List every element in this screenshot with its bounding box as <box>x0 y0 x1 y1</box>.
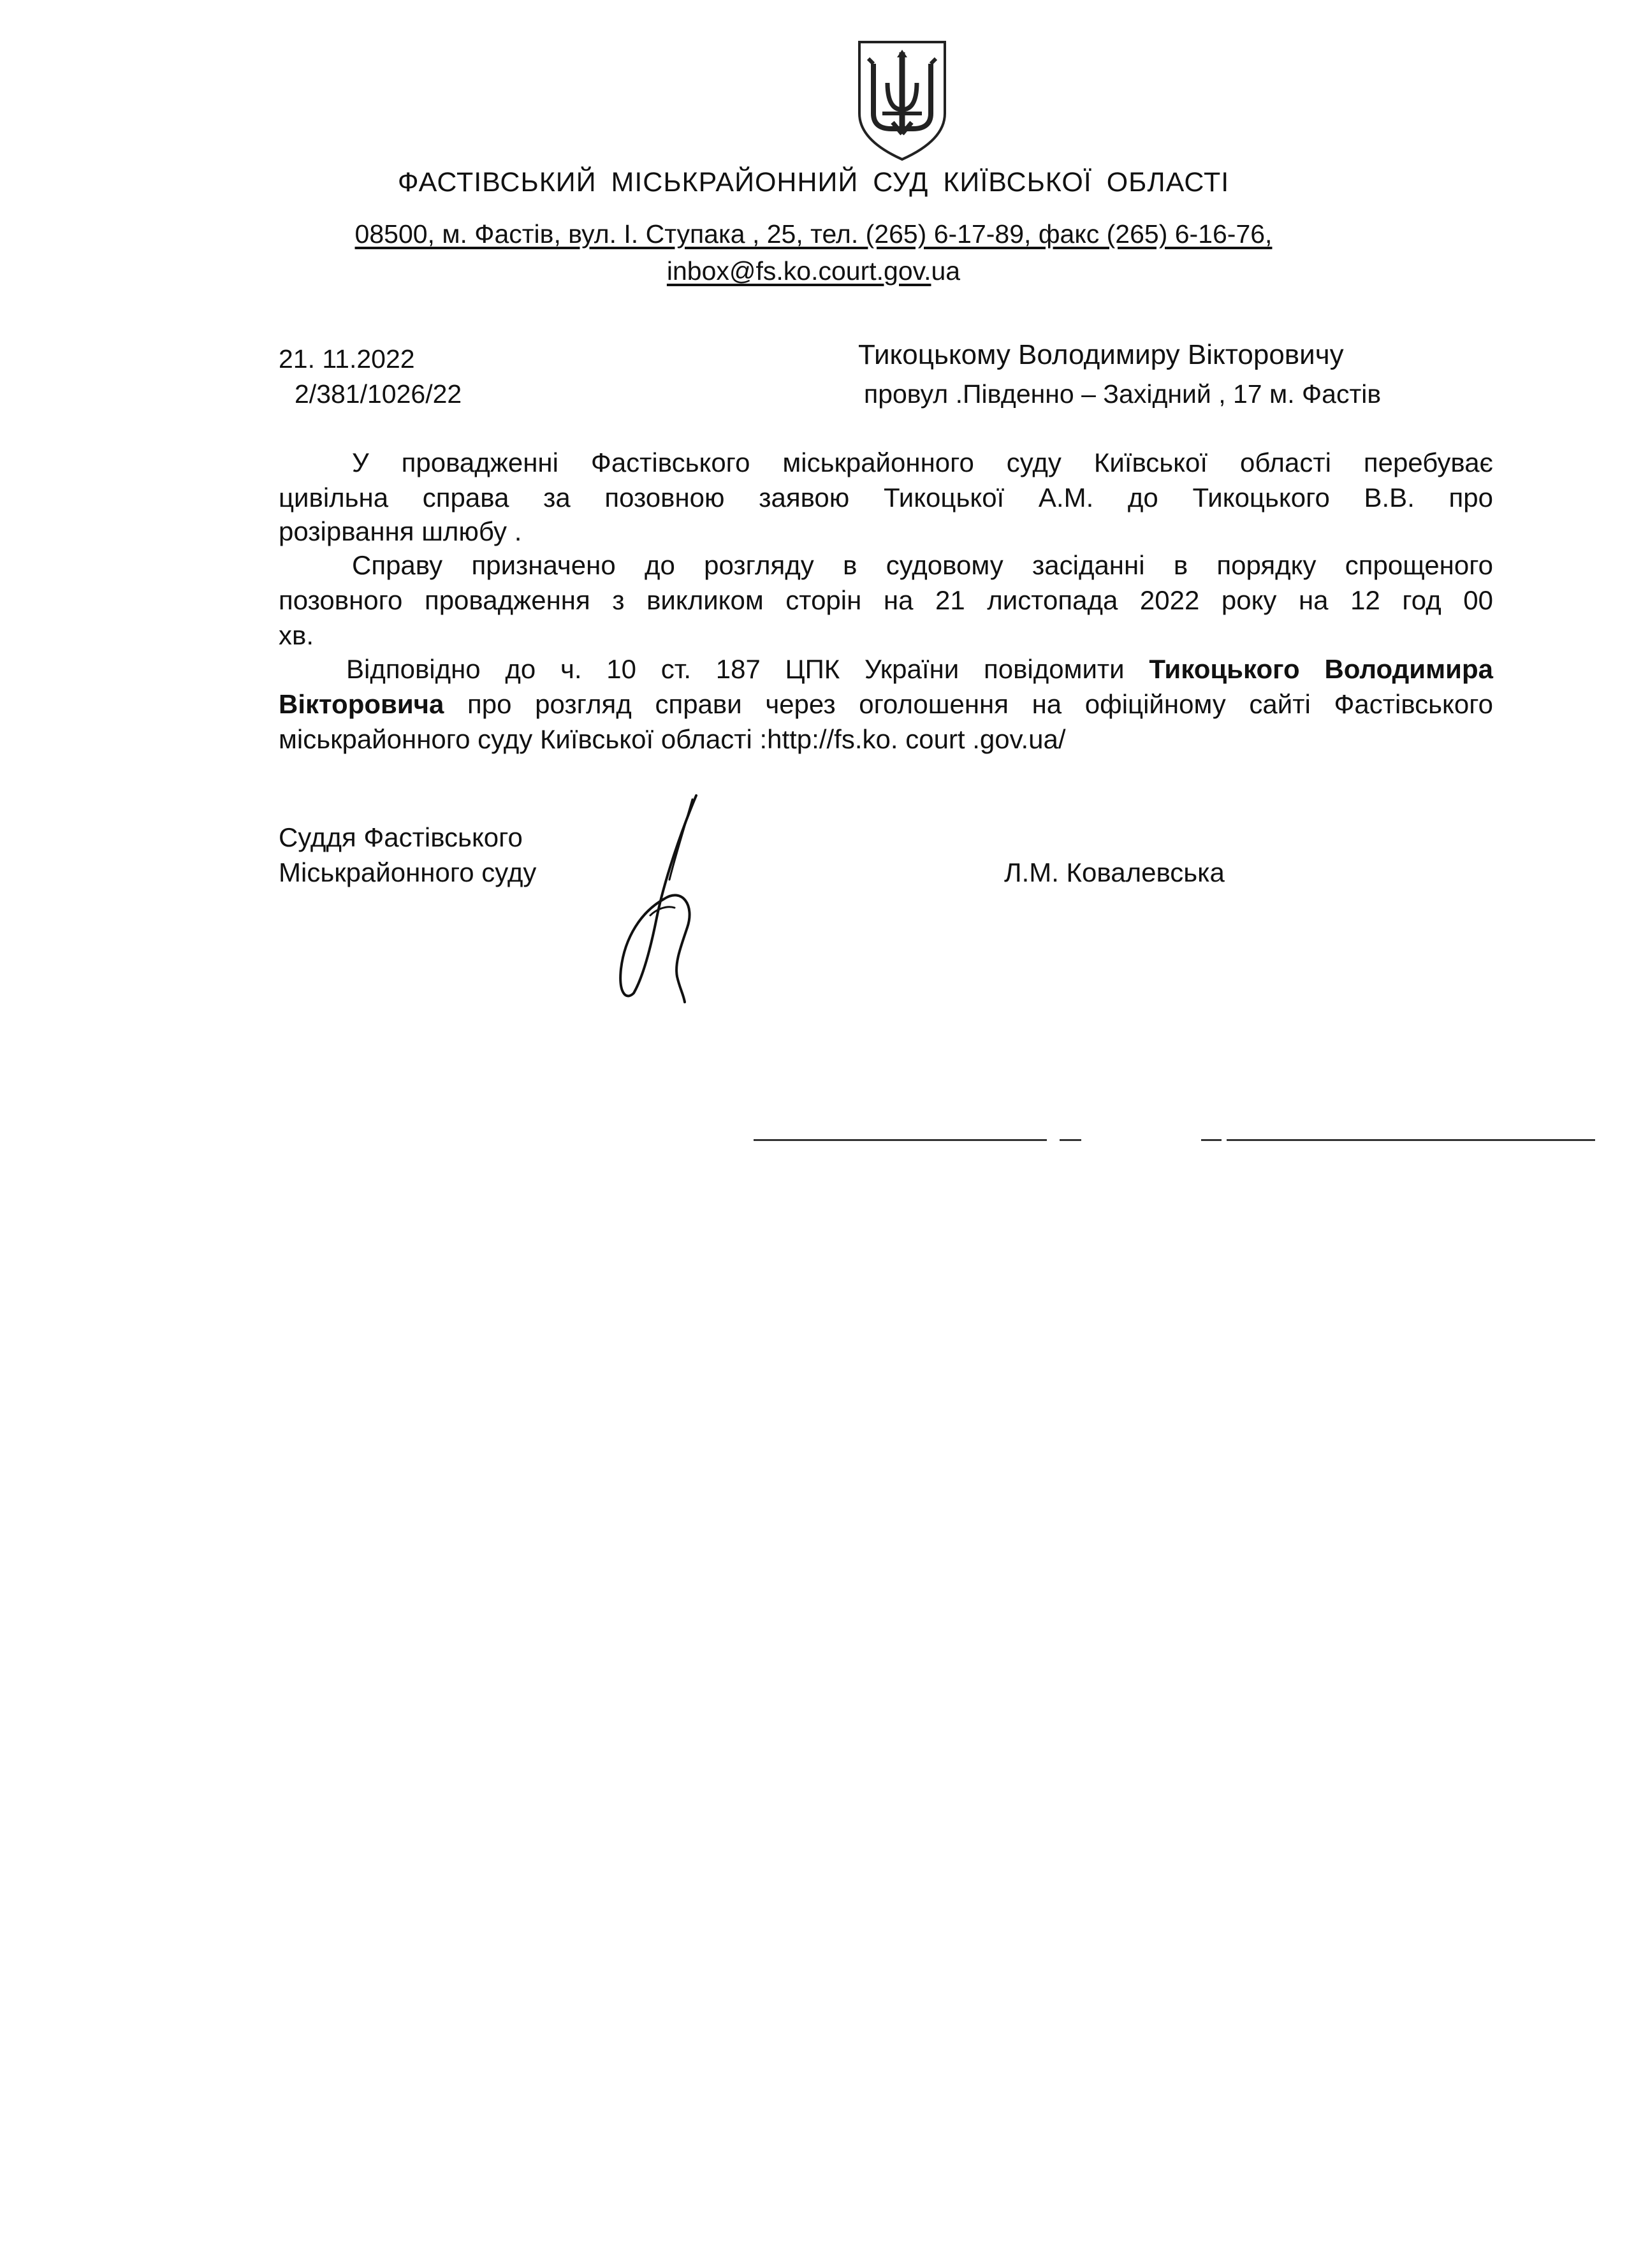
paragraph-1-line-1: У провадженні Фастівського міськрайонного суду Київської області перебуває <box>352 447 1493 477</box>
paragraph-3-line-2 <box>279 689 1493 720</box>
judge-role-line-1: Суддя Фастівського <box>279 822 523 852</box>
recipient-address: провул .Південно – Західний , 17 м. Фастів <box>864 379 1382 409</box>
judge-role-line-2: Міськрайонного суду <box>279 857 537 887</box>
address-line: 08500, м. Фастів, вул. І. Ступака , 25, тел. (265) 6-17-89, факс (265) 6-16-76, <box>354 219 1273 249</box>
recipient-name: Тикоцькому Володимиру Вікторовичу <box>858 339 1344 370</box>
court-name: ФАСТІВСЬКИЙ МІСЬКРАЙОННИЙ СУД КИЇВСЬКОЇ ОБЛАСТІ <box>397 167 1230 198</box>
paragraph-2-line-2: позовного провадження з викликом сторін на 21 листопада 2022 року на 12 год 00 <box>279 585 1493 615</box>
divider-line <box>1060 1139 1081 1141</box>
paragraph-2-line-1: Справу призначено до розгляду в судовому засіданні в порядку спрощеного <box>352 550 1493 580</box>
email-tld: ua <box>931 256 961 286</box>
divider-line <box>754 1139 1047 1141</box>
paragraph-3-line-2-text: про розгляд справи через оголошення на офіційному сайті Фастівського <box>467 689 1493 719</box>
email-user: inbox@fs.ko.court.gov. <box>666 256 931 286</box>
divider-line <box>1227 1139 1595 1141</box>
court-address <box>0 219 1627 249</box>
paragraph-3-line-1 <box>346 654 1493 685</box>
paragraph-1-line-3: розірвання шлюбу . <box>279 516 522 546</box>
divider-line <box>1201 1139 1222 1141</box>
paragraph-3-line-1-text: Відповідно до ч. 10 ст. 187 ЦПК України повідомити <box>346 654 1125 684</box>
paragraph-3-line-3: міськрайонного суду Київської області :http://fs.ko. court .gov.ua/ <box>279 724 1066 754</box>
paragraph-2-line-3: хв. <box>279 620 314 650</box>
document-reference-number: 2/381/1026/22 <box>295 379 462 409</box>
court-email <box>0 256 1627 286</box>
judge-name: Л.М. Ковалевська <box>1004 857 1225 887</box>
document-date: 21. 11.2022 <box>279 344 415 374</box>
paragraph-1-line-2: цивільна справа за позовною заявою Тикоцької А.М. до Тикоцького В.В. про <box>279 483 1493 512</box>
handwritten-signature-icon <box>606 790 720 1007</box>
paragraph-3-line-1-bold: Тикоцького Володимира <box>1149 654 1494 684</box>
coat-of-arms-icon <box>854 38 950 163</box>
paragraph-3-line-2-bold: Вікторовича <box>279 689 444 719</box>
